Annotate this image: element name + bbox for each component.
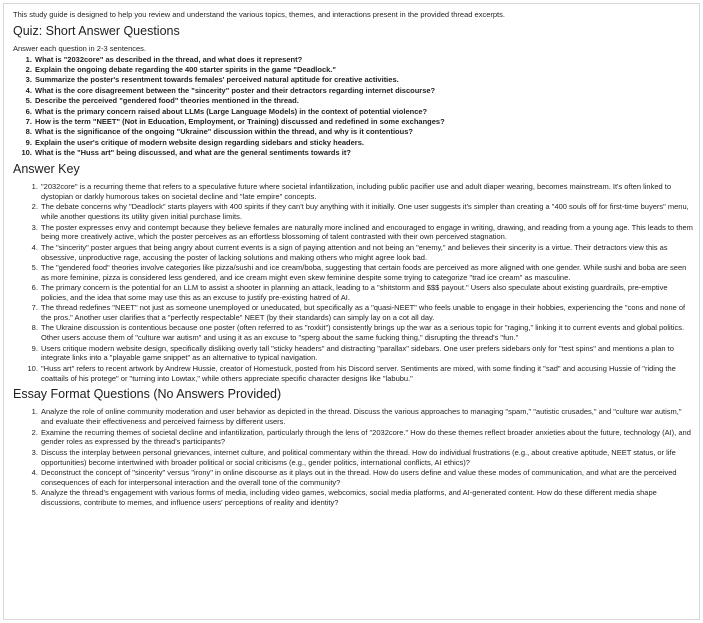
answer-item: 5. The "gendered food" theories involve categories like pizza/sushi and ice cream/boba, suggesting that certain foods are perceived as more aligned with one gender. While sushi and boba are seen as more feminine, pizza is considered less gendered, and ice cream might even skew feminine despite some trying to categorize "trad ice cream" as masculine. xyxy=(40,263,693,283)
essay-question: 4. Deconstruct the concept of "sincerity" versus "irony" in online discourse as it plays out in the thread. How do users define and value these modes of communication, and what are the perceived consequences of each for interpersonal interaction and the overall tone of the community? xyxy=(40,468,693,488)
answer-item: 7. The thread redefines "NEET" not just as someone unemployed or uneducated, but specifically as a "quasi-NEET" who feels unable to engage in their hobbies, experiencing the "cons and none of the pros." Another user clarifies that a "perfectly respectable" NEET (by their standards) can simply lay on a cot all day. xyxy=(40,303,693,323)
quiz-question: 2. Explain the ongoing debate regarding the 400 starter spirits in the game "Deadlock." xyxy=(34,65,693,75)
quiz-question: 8. What is the significance of the ongoing "Ukraine" discussion within the thread, and why is it contentious? xyxy=(34,127,693,137)
answer-item: 3. The poster expresses envy and contempt because they believe females are naturally more inclined and encouraged to engage in writing, drawing, and reading from a young age. This leads to them being more creatively active, which the poster perceives as an effortless blossoming of talent contrasted with their own perceived stagnation. xyxy=(40,223,693,243)
essay-heading: Essay Format Questions (No Answers Provided) xyxy=(13,387,282,402)
quiz-question: 9. Explain the user's critique of modern website design regarding sidebars and sticky headers. xyxy=(34,138,693,148)
intro-text: This study guide is designed to help you review and understand the various topics, themes, and interactions present in the provided thread excerpts. xyxy=(13,10,505,19)
answer-item: 9. Users critique modern website design, specifically disliking overly tall "sticky headers" and distracting "parallax" sidebars. One user prefers sidebars only for "test spins" and mentions a plan to integrate links into a "playable game snippet" as an alternative to typical navigation. xyxy=(40,344,693,364)
essay-question: 2. Examine the recurring themes of societal decline and infantilization, particularly through the lens of "2032core." How do these themes reflect broader anxieties about the future, technology (AI), and gender roles as expressed by the thread's participants? xyxy=(40,428,693,448)
answer-item: 8. The Ukraine discussion is contentious because one poster (often referred to as "roxkit") consistently brings up the war as a serious topic for "raging," linking it to current events and global politics. Other users accuse them of "culture war autism" and using it as an excuse to "sperg about the same fucking thing," disrupting the thread's "fun." xyxy=(40,323,693,343)
quiz-question: 10. What is the "Huss art" being discussed, and what are the general sentiments towards it? xyxy=(34,148,693,158)
answer-item: 1. "2032core" is a recurring theme that refers to a speculative future where societal infantilization, including public pacifier use and adult diaper wearing, becomes mainstream. It's often linked to dystopian or darkly humorous takes on societal decline and "late empire" concepts. xyxy=(40,182,693,202)
quiz-instruction: Answer each question in 2-3 sentences. xyxy=(13,43,146,53)
quiz-question: 4. What is the core disagreement between the "sincerity" poster and their detractors regarding internet discourse? xyxy=(34,86,693,96)
quiz-question: 1. What is "2032core" as described in the thread, and what does it represent? xyxy=(34,55,693,65)
quiz-question: 6. What is the primary concern raised about LLMs (Large Language Models) in the context of potential violence? xyxy=(34,107,693,117)
essay-question-list xyxy=(13,407,693,507)
essay-question: 1. Analyze the role of online community moderation and user behavior as depicted in the thread. Discuss the various approaches to managing "spam," "autistic crusades," and "culture war autism," and evaluate their effectiveness and perceived fairness by different users. xyxy=(40,407,693,427)
answer-item: 4. The "sincerity" poster argues that being angry about current events is a sign of paying attention and not being an "enemy," and believes their sincerity is a virtue. Their detractors view this as obsessive, unproductive rage, accusing the poster of lacking solutions and making others who might agree look bad. xyxy=(40,243,693,263)
answer-item: 10. "Huss art" refers to recent artwork by Andrew Hussie, creator of Homestuck, posted from his Discord server. Sentiments are mixed, with some finding it "sad" and accusing Hussie of "riding the coattails of his protege" or "turning into Lowtax," while others appreciate specific character designs like "labubu." xyxy=(40,364,693,384)
answer-list xyxy=(13,182,693,383)
essay-question: 3. Discuss the interplay between personal grievances, internet culture, and political commentary within the thread. How do individual frustrations (e.g., about creative aptitude, NEET status, or life opportunities) become intertwined with broader political or social criticisms (e.g., gender politics, international conflicts, AI ethics)? xyxy=(40,448,693,468)
answer-key-heading: Answer Key xyxy=(13,162,80,177)
quiz-question: 7. How is the term "NEET" (Not in Education, Employment, or Training) discussed and redefined in some exchanges? xyxy=(34,117,693,127)
quiz-question-list xyxy=(13,55,693,159)
answer-item: 6. The primary concern is the potential for an LLM to assist a shooter in planning an attack, leading to a "shitstorm and $$$ payout." Users also speculate about existing guardrails, pre-emptive policies, and the idea that some may use this as an excuse to justify pre-existing hatred of AI. xyxy=(40,283,693,303)
quiz-heading: Quiz: Short Answer Questions xyxy=(13,23,180,38)
study-guide-document xyxy=(3,3,700,620)
quiz-question: 5. Describe the perceived "gendered food" theories mentioned in the thread. xyxy=(34,96,693,106)
quiz-question: 3. Summarize the poster's resentment towards females' perceived natural aptitude for creative activities. xyxy=(34,75,693,85)
answer-item: 2. The debate concerns why "Deadlock" starts players with 400 spirits if they can't buy anything with it initially. One user suggests it's simpler than creating a "400 souls off for first-time buyers" menu, while another questions its utility given initial purchase limits. xyxy=(40,202,693,222)
essay-question: 5. Analyze the thread's engagement with various forms of media, including video games, webcomics, social media platforms, and AI-generated content. How do these different media shape discussions, contribute to memes, and influence users' perceptions of reality and identity? xyxy=(40,488,693,508)
